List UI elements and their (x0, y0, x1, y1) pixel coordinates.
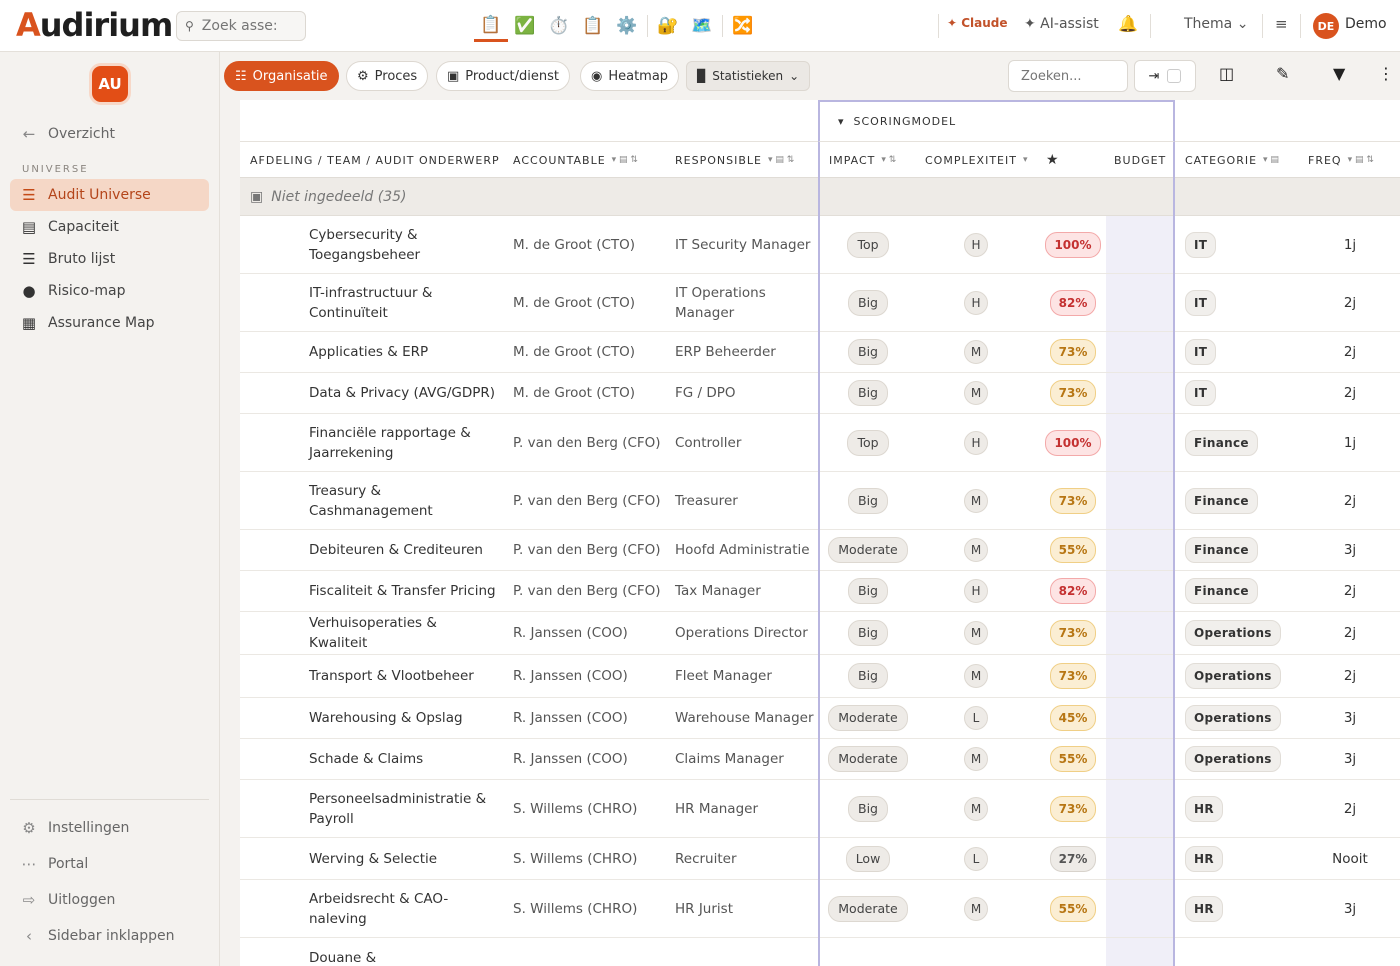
responsible-cell: Recruiter (675, 850, 737, 867)
col-responsible[interactable] (675, 142, 794, 178)
impact-badge[interactable]: Big (848, 663, 888, 689)
arrow-left-icon: ← (22, 125, 36, 143)
table-row[interactable] (240, 274, 1400, 332)
accountable-cell: S. Willems (CHRO) (513, 850, 638, 867)
score-badge: 82% (1050, 578, 1097, 604)
col-label: CATEGORIE (1185, 153, 1258, 167)
responsible-cell: HR Manager (675, 800, 758, 817)
sidebar-item-audit-universe[interactable] (10, 179, 209, 211)
budget-cell[interactable] (1106, 880, 1175, 937)
table-row[interactable] (240, 373, 1400, 414)
responsible-cell: Treasurer (675, 492, 738, 509)
category-badge: IT (1185, 339, 1216, 365)
sidebar (0, 52, 220, 966)
col-freq[interactable] (1308, 142, 1374, 178)
org-tree-icon: ☷ (235, 68, 247, 84)
module-icon-5[interactable]: 🔐 (657, 16, 679, 36)
impact-badge[interactable]: Big (848, 796, 888, 822)
budget-cell[interactable] (1106, 780, 1175, 837)
sidebar-item-label: Risico-map (48, 283, 126, 299)
col-label: FREQ (1308, 153, 1342, 167)
score-badge: 55% (1050, 746, 1097, 772)
list-icon: ☰ (22, 250, 36, 268)
layers-icon: ☰ (22, 186, 36, 204)
responsible-cell: Fleet Manager (675, 668, 772, 684)
fit-width-checkbox[interactable] (1167, 69, 1181, 83)
sidebar-item-label: Uitloggen (48, 892, 116, 908)
accountable-cell: M. de Groot (CTO) (513, 236, 636, 253)
category-badge: IT (1185, 290, 1216, 316)
sidebar-item-label: Bruto lijst (48, 251, 116, 267)
divider (722, 15, 723, 37)
tab-label: Proces (374, 68, 418, 84)
frequency-cell[interactable]: 3j (1343, 710, 1357, 726)
audit-subject[interactable]: Transport & Vlootbeheer (309, 668, 474, 684)
impact-badge[interactable]: Moderate (828, 746, 907, 772)
category-badge: IT (1185, 232, 1216, 258)
sidebar-item-label: Instellingen (48, 820, 130, 836)
complexity-badge[interactable]: H (964, 291, 988, 315)
frequency-cell[interactable]: 2j (1343, 625, 1357, 641)
filter-icon[interactable]: ▼ (1333, 64, 1346, 83)
complexity-badge[interactable]: M (964, 381, 988, 405)
asset-search[interactable] (176, 11, 306, 41)
col-categorie[interactable] (1185, 142, 1279, 178)
frequency-cell[interactable]: 3j (1343, 542, 1357, 558)
budget-cell[interactable] (1106, 216, 1175, 273)
col-budget[interactable]: BUDGET (1114, 153, 1167, 167)
table-row[interactable] (240, 332, 1400, 373)
frequency-cell[interactable]: Nooit (1332, 850, 1368, 867)
stats-label: Statistieken (712, 69, 784, 83)
sidebar-item-label: Sidebar inklappen (48, 928, 175, 944)
grid-icon: ▦ (21, 314, 37, 332)
table-row[interactable] (240, 938, 1400, 966)
table-row[interactable] (240, 612, 1400, 655)
complexity-badge[interactable]: M (964, 489, 988, 513)
accountable-cell: R. Janssen (COO) (513, 625, 628, 641)
divider (1262, 14, 1263, 38)
audit-subject[interactable]: Warehousing & Opslag (309, 710, 463, 726)
accountable-cell: S. Willems (CHRO) (513, 900, 638, 917)
score-badge: 55% (1050, 896, 1097, 922)
col-complexiteit[interactable] (925, 142, 1028, 178)
budget-cell[interactable] (1106, 739, 1175, 779)
logout-icon: ⇨ (22, 891, 36, 909)
tab-heatmap[interactable] (580, 61, 679, 91)
category-badge: Operations (1185, 705, 1281, 731)
bar-chart-icon: ▉ (697, 69, 707, 83)
claude-button[interactable]: ✦ Claude (947, 16, 1008, 30)
responsible-cell: IT Operations Manager (675, 284, 766, 321)
box-icon: ▣ (447, 68, 460, 84)
table-row[interactable] (240, 739, 1400, 780)
group-header-label: SCORINGMODEL (853, 115, 957, 128)
complexity-badge[interactable]: L (964, 847, 988, 871)
responsible-cell: Claims Manager (675, 751, 784, 767)
frequency-cell[interactable]: 2j (1343, 294, 1357, 311)
divider (938, 14, 939, 38)
accountable-cell: S. Willems (CHRO) (513, 800, 638, 817)
sidebar-item-risico-map[interactable] (10, 275, 209, 307)
score-badge: 55% (1050, 537, 1097, 563)
budget-cell[interactable] (1106, 530, 1175, 570)
audit-subject[interactable]: Treasury & Cashmanagement (309, 482, 433, 519)
user-name[interactable]: Demo (1345, 16, 1387, 32)
divider (1150, 14, 1151, 38)
audit-subject[interactable]: Douane & (309, 949, 377, 966)
responsible-cell: FG / DPO (675, 385, 736, 401)
responsible-cell: Controller (675, 434, 742, 451)
responsible-cell: HR Jurist (675, 900, 733, 917)
impact-badge[interactable]: Big (848, 290, 888, 316)
complexity-badge[interactable]: M (964, 340, 988, 364)
table-row[interactable] (240, 838, 1400, 880)
complexity-badge[interactable]: M (964, 897, 988, 921)
theme-dropdown[interactable]: Thema ⌄ (1184, 16, 1249, 32)
audit-subject[interactable]: IT-infrastructuur & Continuïteit (309, 284, 433, 321)
col-impact[interactable] (829, 142, 896, 178)
col-label: RESPONSIBLE (675, 153, 762, 167)
table-row[interactable] (240, 880, 1400, 938)
sidebar-collapse-button[interactable] (10, 920, 209, 952)
category-badge: Finance (1185, 537, 1258, 563)
responsible-cell: ERP Beheerder (675, 344, 776, 360)
responsible-cell: Warehouse Manager (675, 710, 814, 726)
score-badge: 73% (1050, 663, 1097, 689)
scoringmodel-group-header[interactable]: ▾ SCORINGMODEL (818, 100, 1175, 142)
audit-subject[interactable]: Cybersecurity & Toegangsbeheer (309, 226, 421, 263)
impact-badge[interactable]: Big (848, 380, 888, 406)
tab-label: Organisatie (252, 68, 328, 84)
audit-subject[interactable]: Applicaties & ERP (309, 344, 429, 360)
sidebar-item-assurance-map[interactable] (10, 307, 209, 339)
category-badge: HR (1185, 796, 1223, 822)
complexity-badge[interactable]: M (964, 797, 988, 821)
budget-cell[interactable] (1106, 838, 1175, 879)
table-row[interactable] (240, 216, 1400, 274)
budget-cell[interactable] (1106, 698, 1175, 738)
sidebar-divider (10, 799, 209, 800)
table-row[interactable] (240, 655, 1400, 698)
frequency-cell[interactable]: 2j (1343, 385, 1357, 401)
category-badge: Finance (1185, 488, 1258, 514)
score-badge: 73% (1050, 620, 1097, 646)
category-badge: Finance (1185, 430, 1258, 456)
frequency-cell[interactable]: 2j (1343, 492, 1357, 509)
category-badge: Operations (1185, 746, 1281, 772)
score-badge: 27% (1050, 846, 1097, 872)
accountable-cell: R. Janssen (COO) (513, 668, 628, 684)
header-row (240, 142, 1400, 178)
sidebar-item-label: Capaciteit (48, 219, 119, 235)
budget-cell[interactable] (1106, 414, 1175, 471)
frequency-cell[interactable]: 3j (1343, 900, 1357, 917)
budget-cell[interactable] (1106, 472, 1175, 529)
complexity-badge[interactable]: L (964, 706, 988, 730)
column-group-row (240, 100, 1400, 142)
folder-icon: ▣ (250, 188, 264, 205)
col-label: ACCOUNTABLE (513, 153, 606, 167)
back-overview-link[interactable] (10, 118, 209, 150)
impact-badge[interactable]: Big (848, 339, 888, 365)
fit-width-toggle[interactable] (1134, 60, 1196, 92)
category-badge: HR (1185, 896, 1223, 922)
module-icon-1[interactable]: ✅ (514, 16, 536, 36)
dots-icon: ⋯ (21, 855, 37, 873)
impact-badge[interactable]: Big (848, 488, 888, 514)
category-badge: HR (1185, 846, 1223, 872)
column-controls-icon[interactable]: ▾ ▤ ⇅ (611, 155, 638, 165)
impact-badge[interactable]: Moderate (828, 537, 907, 563)
bell-icon[interactable]: 🔔 (1118, 14, 1138, 33)
module-icons (474, 10, 760, 42)
budget-cell[interactable] (1106, 938, 1175, 966)
column-controls-icon[interactable]: ▾ ▤ (1263, 155, 1279, 165)
responsible-cell: IT Security Manager (675, 236, 811, 253)
responsible-cell: Operations Director (675, 625, 808, 641)
budget-cell[interactable] (1106, 655, 1175, 697)
accountable-cell: R. Janssen (COO) (513, 751, 628, 767)
impact-badge[interactable]: Big (848, 620, 888, 646)
score-badge: 73% (1050, 488, 1097, 514)
process-icon: ⚙ (357, 68, 369, 84)
frequency-cell[interactable]: 1j (1343, 236, 1357, 253)
budget-cell[interactable] (1106, 571, 1175, 611)
sidebar-item-label: Portal (48, 856, 89, 872)
workspace-avatar[interactable]: AU (92, 66, 128, 102)
column-controls-icon[interactable]: ▾ ▤ ⇅ (767, 155, 795, 165)
audit-subject[interactable]: Schade & Claims (309, 751, 424, 767)
module-icon-4[interactable]: ⚙️ (616, 16, 638, 36)
audit-subject[interactable]: Werving & Selectie (309, 850, 438, 867)
impact-badge[interactable]: Top (847, 430, 888, 456)
table-row[interactable] (240, 780, 1400, 838)
user-avatar[interactable]: DE (1313, 13, 1339, 39)
complexity-badge[interactable]: H (964, 431, 988, 455)
sidebar-item-bruto-lijst[interactable] (10, 243, 209, 275)
score-badge: 73% (1050, 339, 1097, 365)
audit-subject[interactable]: Arbeidsrecht & CAO-naleving (309, 890, 449, 927)
complexity-badge[interactable]: M (964, 664, 988, 688)
statistics-dropdown[interactable] (686, 61, 810, 91)
col-label: COMPLEXITEIT (925, 153, 1017, 167)
complexity-badge[interactable]: H (964, 233, 988, 257)
impact-badge[interactable]: Low (846, 846, 891, 872)
module-icon-0[interactable]: 📋 (474, 10, 508, 42)
column-controls-icon[interactable]: ▾ (1022, 155, 1028, 165)
asset-search-input[interactable] (202, 18, 292, 34)
divider (647, 15, 648, 37)
frequency-cell[interactable]: 2j (1343, 583, 1357, 599)
table-row[interactable] (240, 472, 1400, 530)
col-accountable[interactable] (513, 142, 638, 178)
sidebar-item-label: Assurance Map (48, 315, 155, 331)
audit-subject[interactable]: Data & Privacy (AVG/GDPR) (309, 385, 496, 401)
frequency-cell[interactable]: 3j (1343, 751, 1357, 767)
more-icon[interactable]: ⋮ (1378, 64, 1394, 83)
module-icon-2[interactable]: ⏱️ (548, 16, 570, 36)
responsible-cell: Hoofd Administratie (675, 542, 810, 558)
tab-proces[interactable] (346, 61, 428, 91)
accountable-cell: M. de Groot (CTO) (513, 385, 636, 401)
accountable-cell: P. van den Berg (CFO) (513, 492, 661, 509)
ai-assist-button[interactable]: ✦ AI-assist (1024, 16, 1099, 32)
audit-subject[interactable]: Financiële rapportage & Jaarrekening (309, 424, 471, 461)
score-badge: 45% (1050, 705, 1097, 731)
flame-icon: ● (22, 282, 36, 300)
frequency-cell[interactable]: 1j (1343, 434, 1357, 451)
accountable-cell: R. Janssen (COO) (513, 710, 628, 726)
fit-width-icon: ⇥ (1148, 68, 1160, 84)
audit-subject[interactable]: Debiteuren & Crediteuren (309, 542, 483, 558)
gear-icon: ⚙ (22, 819, 36, 837)
category-badge: Finance (1185, 578, 1258, 604)
capacity-icon: ▤ (21, 218, 37, 236)
heatmap-icon: ◉ (591, 68, 603, 84)
sliders-icon[interactable]: ≡ (1275, 15, 1288, 33)
impact-badge[interactable]: Moderate (828, 896, 907, 922)
top-bar (0, 0, 1400, 52)
divider (1300, 14, 1301, 38)
table-search[interactable] (1008, 60, 1128, 92)
frequency-cell[interactable]: 2j (1343, 800, 1357, 817)
group-label: Niet ingedeeld (35) (271, 188, 407, 205)
table-row[interactable] (240, 414, 1400, 472)
chevron-left-icon: ‹ (26, 927, 32, 945)
column-controls-icon[interactable]: ▾ ⇅ (881, 155, 897, 165)
responsible-cell: Tax Manager (675, 583, 761, 599)
module-icon-7[interactable]: 🔀 (732, 16, 754, 36)
sidebar-item-capaciteit[interactable] (10, 211, 209, 243)
category-badge: IT (1185, 380, 1216, 406)
audit-subject[interactable]: Verhuisoperaties & Kwaliteit (309, 615, 437, 651)
module-icon-6[interactable]: 🗺️ (691, 16, 713, 36)
accountable-cell: P. van den Berg (CFO) (513, 542, 661, 558)
group-row-niet-ingedeeld[interactable] (240, 178, 1400, 216)
accountable-cell: M. de Groot (CTO) (513, 294, 636, 311)
star-icon[interactable]: ★ (1046, 152, 1060, 168)
table-row[interactable] (240, 530, 1400, 571)
columns-icon[interactable]: ◫ (1219, 64, 1235, 83)
table-row[interactable] (240, 571, 1400, 612)
category-badge: Operations (1185, 663, 1281, 689)
audit-subject[interactable]: Fiscaliteit & Transfer Pricing (309, 583, 496, 599)
budget-cell[interactable] (1106, 612, 1175, 654)
table-row[interactable] (240, 698, 1400, 739)
view-toolbar (220, 52, 1400, 100)
budget-cell[interactable] (1106, 274, 1175, 331)
accountable-cell: P. van den Berg (CFO) (513, 583, 661, 599)
sidebar-item-label: Audit Universe (48, 187, 151, 203)
table-search-input[interactable] (1021, 69, 1121, 84)
budget-cell[interactable] (1106, 373, 1175, 413)
impact-badge[interactable]: Top (847, 232, 888, 258)
complexity-badge[interactable]: M (964, 621, 988, 645)
score-badge: 100% (1045, 232, 1100, 258)
complexity-badge[interactable]: M (964, 747, 988, 771)
score-badge: 73% (1050, 380, 1097, 406)
impact-badge[interactable]: Moderate (828, 705, 907, 731)
tab-label: Heatmap (608, 68, 669, 84)
score-badge: 82% (1050, 290, 1097, 316)
complexity-badge[interactable]: M (964, 538, 988, 562)
audit-universe-table (240, 100, 1400, 966)
frequency-cell[interactable]: 2j (1343, 344, 1357, 360)
accountable-cell: P. van den Berg (CFO) (513, 434, 661, 451)
pencil-icon[interactable]: ✎ (1276, 64, 1290, 83)
app-logo[interactable]: Audirium (16, 6, 173, 44)
budget-cell[interactable] (1106, 332, 1175, 372)
accountable-cell: M. de Groot (CTO) (513, 344, 636, 360)
back-overview-label: Overzicht (48, 126, 115, 142)
category-badge: Operations (1185, 620, 1281, 646)
audit-subject[interactable]: Personeelsadministratie & Payroll (309, 790, 487, 827)
chevron-down-icon: ⌄ (789, 69, 800, 83)
column-controls-icon[interactable]: ▾ ▤ ⇅ (1347, 155, 1374, 165)
sidebar-item-uitloggen[interactable] (10, 884, 209, 916)
complexity-badge[interactable]: H (964, 579, 988, 603)
search-icon: ⚲ (185, 19, 194, 33)
sidebar-section-title: UNIVERSE (22, 164, 89, 175)
col-label: IMPACT (829, 153, 876, 167)
frequency-cell[interactable]: 2j (1343, 668, 1357, 684)
tab-product-dienst[interactable] (436, 61, 570, 91)
sidebar-item-portal[interactable] (10, 848, 209, 880)
tab-organisatie[interactable] (224, 61, 339, 91)
score-badge: 73% (1050, 796, 1097, 822)
sidebar-item-instellingen[interactable] (10, 812, 209, 844)
score-badge: 100% (1045, 430, 1100, 456)
col-afdeling[interactable]: AFDELING / TEAM / AUDIT ONDERWERP (250, 153, 500, 167)
impact-badge[interactable]: Big (848, 578, 888, 604)
module-icon-3[interactable]: 📋 (582, 16, 604, 36)
tab-label: Product/dienst (465, 68, 560, 84)
